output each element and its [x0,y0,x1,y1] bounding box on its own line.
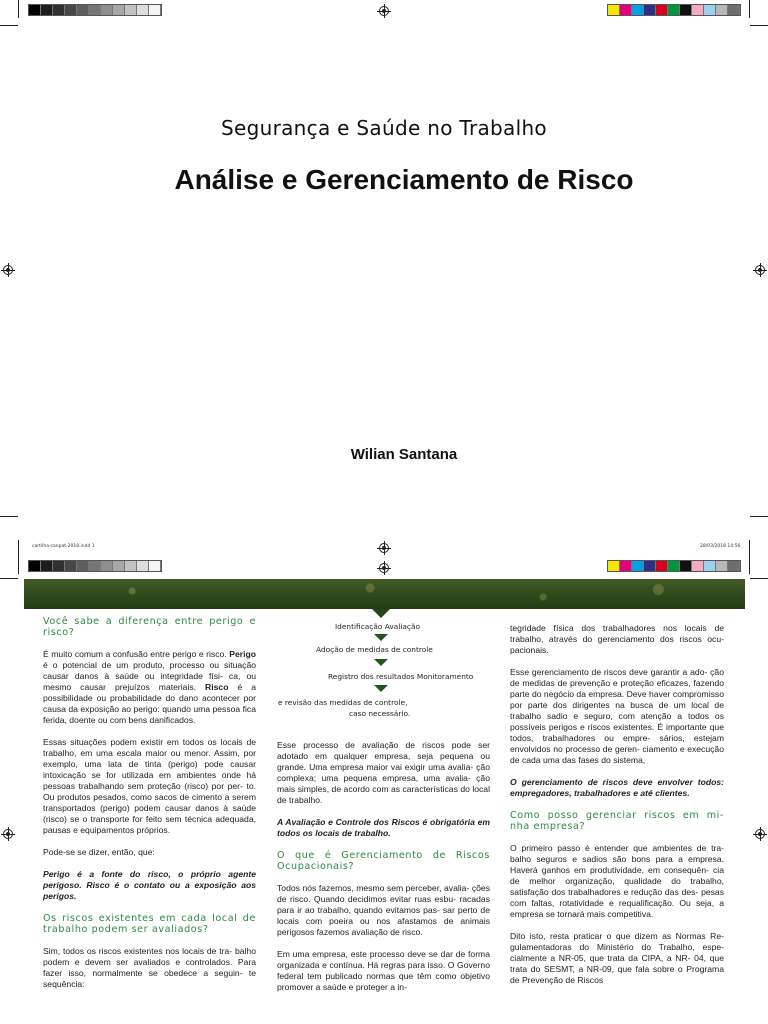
color-swatch [29,5,41,15]
registration-mark-icon [379,543,389,553]
crop-mark [750,578,768,579]
color-swatch [65,5,77,15]
paragraph-emphasis: Perigo é a fonte do risco, o próprio agente perigoso. Risco é o contato ou a exposição aos perigos. [43,869,256,901]
color-swatch [620,561,632,571]
paragraph-lead: Pode-se se dizer, então, que: [43,847,155,857]
color-swatch [692,561,704,571]
color-swatch [125,561,137,571]
cover-title: Análise e Gerenciamento de Risco [174,164,634,195]
color-swatch [644,561,656,571]
color-swatch [89,5,101,15]
column-2 [277,740,490,1004]
flow-step-identificacao: Identificação Avaliação [335,622,421,631]
color-swatch [728,561,740,571]
cover-subtitle: Segurança e Saúde no Trabalho [221,116,547,140]
color-swatch [149,561,161,571]
paragraph-examples: Essas situações podem existir em todos os locais de trabalho, em uma escala maior ou menor. Assim, por exemplo, uma lata de tinta (perigo) pode causar intoxicação se for utilizada em ambientes onde há pessoas trabalhando sem proteção (risco) por per- to. Ou produtos pesados, como sacos de cimento a serem transportados (perigo) podem causar danos à saúde (risco) se o transporte for feito sem técnica adequada, pausas e equipamentos próprios. [43,737,256,835]
flow-step-adocao: Adoção de medidas de controle [316,645,433,654]
paragraph-primeiro-passo: O primeiro passo é entender que ambientes de tra- balho seguros e sadios são bons para a empresa. Haverá ganhos em produtividade, em consequên- cia de melhor organização, qualidade do trabalho, satisfação dos trabalhadores e redução das des- pesas com faltas, rotatividade e requalificação. Ou seja, a empresa se tornará mais competitiva. [510,843,724,919]
color-swatch [668,561,680,571]
crop-mark [749,556,750,574]
registration-mark-icon [379,563,389,573]
color-swatch [53,5,65,15]
crop-mark [0,25,18,26]
color-swatch [113,5,125,15]
color-swatch [101,5,113,15]
paragraph-todos: Todos nós fazemos, mesmo sem perceber, avalia- ções de risco. Quando decidimos evitar ruas esbu- racadas para ir ao trabalho, quando evitamos pas- sar perto de locais com poeira ou nos afastamos de animais perigosos fazemos avaliação de risco. [277,883,490,937]
paragraph-definitions: É muito comum a confusão entre perigo e risco. Perigo é o potencial de um produto, processo ou situação causar danos à saúde ou integridade físi- ca, ou mesmo causar prejuízos materiais. Risco é a possibilidade ou probabilidade do dano acontecer por causa da exposição ao perigo: quando uma pessoa fica ferida, doente ou com bens danificados. [43,649,256,725]
color-swatch [692,5,704,15]
header-banner [24,579,745,609]
slug-file: cartilha-canpat-2018.indd 1 [32,544,95,549]
heading-perigo-risco: Você sabe a diferença entre perigo e risco? [43,616,256,638]
cover-author: Wilian Santana [350,446,458,463]
paragraph-empresa: Em uma empresa, este processo deve se dar de forma organizada e contínua. Há regras para isso. O Governo federal tem publicado normas que têm como objetivo promover a saúde e proteger a in- [277,949,490,992]
color-swatch [137,5,149,15]
color-swatch [716,561,728,571]
paragraph-integridade: tegridade física dos trabalhadores nos locais de trabalho, através do gerenciamento dos riscos ocu- pacionais. [510,623,724,655]
paragraph-garantir: Esse gerenciamento de riscos deve garantir a ado- ção de medidas de prevenção e proteção eficazes, fazendo parte do negócio da empresa. Deve haver compromisso por parte dos dirigentes na busca de um local de trabalho sadio e seguro, com atenção a todos os possíveis perigos e riscos existentes. É importante que todos, trabalhadores ou empre- sários, estejam envolvidos no processo de geren- ciamento e execução de cada uma das fases do sistema, [510,667,725,765]
crop-mark [18,556,19,574]
color-swatch [113,561,125,571]
heading-gerenciamento: O que é Gerenciamento de Riscos Ocupacionais? [277,850,490,872]
color-swatch [716,5,728,15]
color-swatch [620,5,632,15]
crop-mark [750,516,768,517]
banner-pointer [372,609,390,618]
registration-mark-icon [3,829,13,839]
paragraph-obrigatoria: A Avaliação e Controle dos Riscos é obrigatória em todos os locais de trabalho. [277,817,490,838]
color-swatch [53,561,65,571]
paragraph-envolver: O gerenciamento de riscos deve envolver todos: empregadores, trabalhadores e até clientes. [510,777,724,798]
paragraph-normas: Dito isto, resta praticar o que dizem as Normas Re- gulamentadoras do Ministério do Trabalho, espe- cialmente a NR-05, que trata da CIPA, a NR- 04, que trata do SESMT, a NR-09, que fala sobre o Programa de Prevenção de Riscos [510,931,724,985]
gray-color-bar [28,4,162,16]
color-swatch [644,5,656,15]
flow-step-revisao: e revisão das medidas de controle, [278,698,408,707]
color-swatch [125,5,137,15]
color-swatch [680,5,692,15]
color-swatch [608,561,620,571]
process-color-bar [607,560,741,572]
color-swatch [29,561,41,571]
color-swatch [680,561,692,571]
column-1 [43,616,256,1001]
color-swatch [668,5,680,15]
color-swatch [89,561,101,571]
process-color-bar [607,4,741,16]
registration-mark-icon [379,6,389,16]
flow-step-caso: caso necessário. [349,709,411,718]
paragraph-processo: Esse processo de avaliação de riscos pode ser adotado em qualquer empresa, seja pequena ou grande. Uma empresa maior vai exigir uma avalia- ção complexa; uma pequena empresa, uma avalia- ção mais simples, de acordo com as características do local de trabalho. [277,740,490,805]
color-swatch [77,561,89,571]
heading-como-gerenciar: Como posso gerenciar riscos em mi- nha empresa? [510,810,724,832]
color-swatch [656,5,668,15]
color-swatch [632,561,644,571]
color-swatch [704,561,716,571]
registration-mark-icon [3,265,13,275]
heading-avaliacao: Os riscos existentes em cada local de trabalho podem ser avaliados? [43,913,256,935]
color-swatch [149,5,161,15]
crop-mark [0,578,18,579]
color-swatch [77,5,89,15]
color-swatch [704,5,716,15]
registration-mark-icon [755,829,765,839]
paragraph-sequence: Sim, todos os riscos existentes nos locais de tra- balho podem e devem ser avaliados e controlados. Para fazer isso, normalmente se obedece a seguin- te sequência: [43,946,256,989]
gray-color-bar [28,560,162,572]
slug-datetime: 28/03/2018 14:56 [700,544,741,549]
crop-mark [0,516,18,517]
color-swatch [101,561,113,571]
color-swatch [41,561,53,571]
flow-arrow-icon [374,685,388,692]
color-swatch [608,5,620,15]
color-swatch [728,5,740,15]
flow-arrow-icon [374,659,388,666]
color-swatch [41,5,53,15]
color-swatch [65,561,77,571]
color-swatch [656,561,668,571]
flow-arrow-icon [374,634,388,641]
flow-step-registro: Registro dos resultados Monitoramento [328,672,474,681]
crop-mark [750,25,768,26]
color-swatch [137,561,149,571]
color-swatch [632,5,644,15]
crop-mark [749,0,750,18]
column-3 [510,623,724,997]
crop-mark [18,0,19,18]
registration-mark-icon [755,265,765,275]
